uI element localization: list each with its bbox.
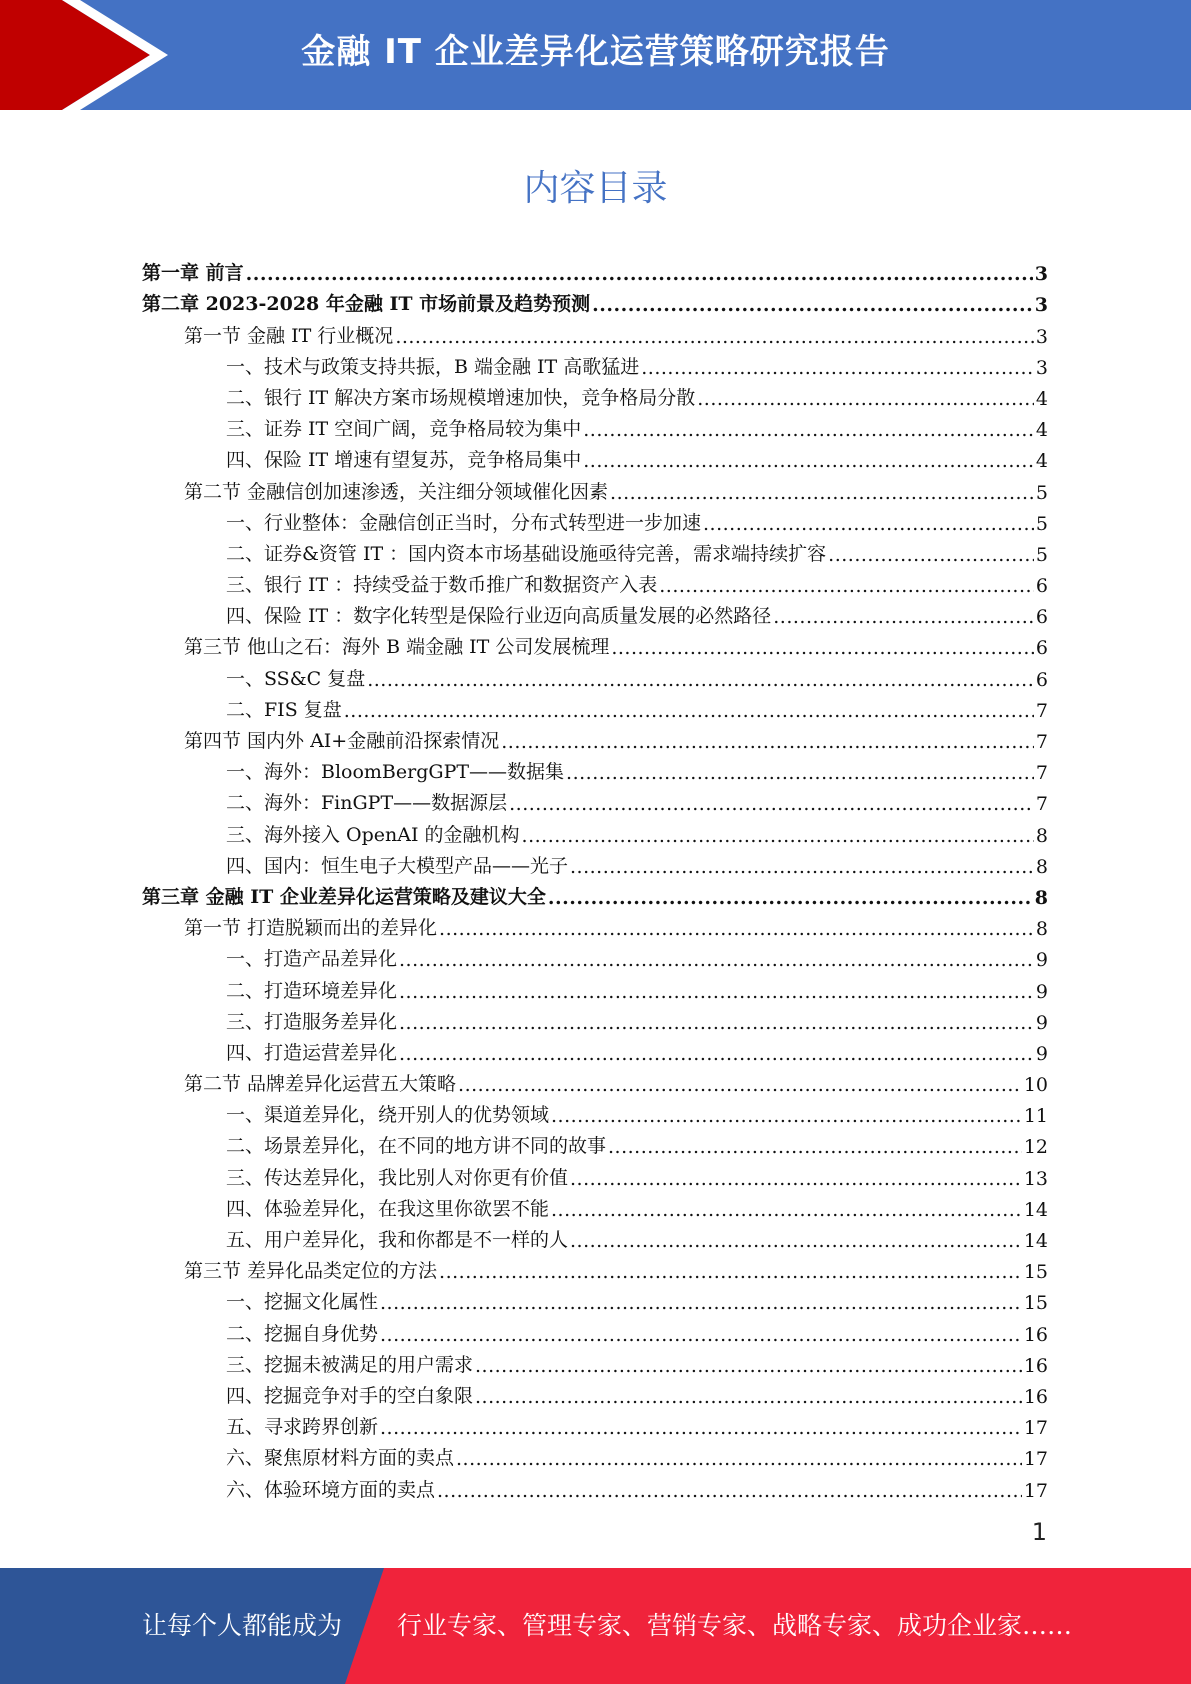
toc-entry-page: 15 (1023, 1292, 1048, 1315)
toc-entry-title: 三、挖掘未被满足的用户需求 (226, 1353, 474, 1376)
toc-dot-leader (509, 795, 1034, 815)
toc-dot-leader (380, 1294, 1022, 1314)
toc-entry-title: 四、保险 IT 增速有望复苏，竞争格局集中 (226, 449, 582, 472)
toc-entry-page: 8 (1035, 855, 1048, 878)
toc-dot-leader (703, 515, 1034, 535)
toc-entry-page: 8 (1035, 918, 1048, 941)
toc-entry[interactable] (142, 722, 1048, 753)
toc-entry[interactable] (142, 1221, 1048, 1252)
toc-entry[interactable] (142, 784, 1048, 815)
toc-dot-leader (522, 827, 1034, 847)
toc-entry[interactable] (142, 1346, 1048, 1377)
toc-entry[interactable] (142, 909, 1048, 940)
toc-entry-title: 四、挖掘竞争对手的空白象限 (226, 1384, 474, 1407)
toc-entry-page: 4 (1035, 450, 1048, 473)
toc-entry[interactable] (142, 878, 1048, 909)
toc-dot-leader (475, 1357, 1022, 1377)
toc-entry-page: 13 (1023, 1167, 1048, 1190)
toc-entry-title: 一、行业整体：金融信创正当时，分布式转型进一步加速 (226, 511, 702, 534)
toc-entry[interactable] (142, 1470, 1048, 1501)
toc-entry[interactable] (142, 1034, 1048, 1065)
toc-dot-leader (570, 1232, 1022, 1252)
toc-entry[interactable] (142, 1065, 1048, 1096)
toc-dot-leader (380, 1419, 1022, 1439)
toc-entry-page: 9 (1035, 949, 1048, 972)
toc-dot-leader (592, 296, 1033, 316)
toc-dot-leader (399, 1014, 1034, 1034)
toc-entry-page: 6 (1035, 575, 1048, 598)
toc-entry-page: 17 (1023, 1448, 1048, 1471)
toc-entry-title: 二、FIS 复盘 (226, 698, 342, 721)
toc-entry[interactable] (142, 566, 1048, 597)
toc-dot-leader (437, 1482, 1022, 1502)
toc-entry-page: 4 (1035, 419, 1048, 442)
footer-slogan-left: 让每个人都能成为 (142, 1611, 343, 1640)
toc-entry-page: 7 (1035, 762, 1048, 785)
toc-entry-page: 3 (1035, 356, 1048, 379)
toc-dot-leader (439, 920, 1034, 940)
toc-entry[interactable] (142, 504, 1048, 535)
toc-entry-page: 7 (1035, 731, 1048, 753)
toc-entry[interactable] (142, 1158, 1048, 1189)
toc-dot-leader (439, 1263, 1022, 1283)
toc-entry[interactable] (142, 847, 1048, 878)
toc-entry[interactable] (142, 1190, 1048, 1221)
toc-entry-title: 三、海外接入 OpenAI 的金融机构 (226, 823, 520, 846)
toc-entry[interactable] (142, 1003, 1048, 1034)
toc-dot-leader (551, 1107, 1022, 1127)
toc-entry-title: 第二节 品牌差异化运营五大策略 (184, 1073, 457, 1096)
toc-entry[interactable] (142, 1377, 1048, 1408)
toc-entry-title: 第三章 金融 IT 企业差异化运营策略及建议大全 (142, 885, 546, 908)
toc-entry-title: 二、打造环境差异化 (226, 979, 398, 1002)
toc-entry-title: 四、国内：恒生电子大模型产品——光子 (226, 854, 569, 877)
toc-entry[interactable] (142, 316, 1048, 347)
toc-entry-page: 3 (1034, 263, 1048, 286)
header-banner (0, 0, 1191, 110)
toc-entry[interactable] (142, 691, 1048, 722)
toc-entry-title: 三、银行 IT ：持续受益于数币推广和数据资产入表 (226, 574, 658, 597)
toc-dot-leader (475, 1388, 1022, 1408)
toc-entry-page: 6 (1035, 606, 1048, 629)
toc-entry[interactable] (142, 1127, 1048, 1158)
toc-dot-leader (246, 265, 1033, 285)
toc-entry-title: 六、聚焦原材料方面的卖点 (226, 1447, 455, 1470)
toc-entry[interactable] (142, 1096, 1048, 1127)
toc-dot-leader (395, 328, 1034, 348)
toc-dot-leader (399, 1045, 1034, 1065)
toc-entry-page: 17 (1023, 1479, 1048, 1502)
toc-entry-page: 4 (1035, 387, 1048, 410)
toc-entry[interactable] (142, 1439, 1048, 1470)
toc-entry[interactable] (142, 597, 1048, 628)
toc-dot-leader (570, 1170, 1022, 1190)
toc-dot-leader (583, 452, 1034, 472)
toc-entry-title: 三、证券 IT 空间广阔，竞争格局较为集中 (226, 418, 582, 441)
footer-slogan-right: 行业专家、管理专家、营销专家、战略专家、成功企业家…… (397, 1611, 1073, 1640)
toc-dot-leader (399, 951, 1034, 971)
toc-entry[interactable] (142, 379, 1048, 410)
footer-banner (0, 1568, 1191, 1684)
toc-entry-title: 第四节 国内外 AI+金融前沿探索情况 (184, 730, 500, 752)
toc-dot-leader (570, 858, 1034, 878)
toc-entry-page: 7 (1035, 793, 1048, 816)
toc-entry-page: 9 (1035, 1042, 1048, 1065)
toc-entry[interactable] (142, 1252, 1048, 1283)
toc-entry[interactable] (142, 940, 1048, 971)
toc-entry[interactable] (142, 1283, 1048, 1314)
toc-entry[interactable] (142, 815, 1048, 846)
toc-entry-title: 一、SS&C 复盘 (226, 667, 366, 690)
toc-entry[interactable] (142, 441, 1048, 472)
toc-entry[interactable] (142, 472, 1048, 503)
toc-entry-title: 一、挖掘文化属性 (226, 1291, 379, 1314)
toc-entry-page: 5 (1035, 543, 1048, 566)
toc-entry[interactable] (142, 659, 1048, 690)
toc-entry-page: 8 (1034, 886, 1048, 909)
toc-heading: 内容目录 (523, 168, 668, 209)
toc-dot-leader (583, 421, 1034, 441)
toc-entry-title: 一、技术与政策支持共振，B 端金融 IT 高歌猛进 (226, 355, 640, 378)
page-number: 1 (1031, 1518, 1047, 1546)
toc-entry-title: 第三节 差异化品类定位的方法 (184, 1260, 438, 1283)
toc-entry-title: 第一节 金融 IT 行业概况 (184, 324, 394, 347)
toc-dot-leader (566, 764, 1034, 784)
toc-dot-leader (697, 390, 1034, 410)
toc-entry-page: 16 (1023, 1385, 1048, 1408)
toc-entry-title: 一、海外：BloomBergGPT——数据集 (226, 761, 565, 784)
toc-entry-page: 9 (1035, 1011, 1048, 1034)
toc-entry-title: 一、打造产品差异化 (226, 948, 398, 971)
toc-entry-title: 二、挖掘自身优势 (226, 1322, 379, 1345)
report-title: 金融 IT 企业差异化运营策略研究报告 (301, 32, 890, 72)
toc-dot-leader (610, 484, 1034, 504)
toc-entry-page: 11 (1023, 1105, 1048, 1128)
toc-entry-title: 第二章 2023-2028 年金融 IT 市场前景及趋势预测 (142, 293, 591, 316)
toc-entry-page: 6 (1035, 637, 1048, 660)
toc-entry-page: 15 (1023, 1261, 1048, 1284)
toc-entry[interactable] (142, 1408, 1048, 1439)
toc-entry[interactable] (142, 285, 1048, 316)
toc-entry[interactable] (142, 535, 1048, 566)
toc-dot-leader (367, 671, 1034, 691)
toc-entry-title: 四、打造运营差异化 (226, 1041, 398, 1064)
toc-entry-page: 9 (1035, 980, 1048, 1003)
toc-entry-title: 五、寻求跨界创新 (226, 1416, 379, 1439)
toc-entry-page: 14 (1023, 1198, 1048, 1221)
toc-entry-title: 二、证券&资管 IT ：国内资本市场基础设施亟待完善，需求端持续扩容 (226, 542, 827, 565)
toc-dot-leader (548, 889, 1033, 909)
toc-dot-leader (611, 639, 1034, 659)
toc-dot-leader (456, 1450, 1022, 1470)
toc-entry[interactable] (142, 753, 1048, 784)
toc-entry-title: 三、传达差异化，我比别人对你更有价值 (226, 1166, 569, 1189)
toc-entry[interactable] (142, 348, 1048, 379)
toc-dot-leader (501, 733, 1034, 753)
table-of-contents (142, 254, 1048, 1502)
toc-dot-leader (344, 702, 1034, 722)
toc-entry[interactable] (142, 1314, 1048, 1345)
toc-entry-title: 五、用户差异化，我和你都是不一样的人 (226, 1229, 569, 1251)
toc-dot-leader (828, 546, 1034, 566)
toc-entry-title: 第二节 金融信创加速渗透，关注细分领域催化因素 (184, 480, 609, 503)
toc-entry-title: 二、场景差异化，在不同的地方讲不同的故事 (226, 1135, 607, 1158)
toc-entry-page: 3 (1035, 325, 1048, 348)
toc-entry[interactable] (142, 410, 1048, 441)
toc-entry[interactable] (142, 254, 1048, 285)
toc-entry-title: 六、体验环境方面的卖点 (226, 1478, 436, 1501)
toc-entry-title: 二、银行 IT 解决方案市场规模增速加快，竞争格局分散 (226, 386, 696, 409)
toc-entry-page: 7 (1035, 699, 1048, 722)
toc-entry-page: 6 (1035, 668, 1048, 691)
toc-entry-title: 第三节 他山之石：海外 B 端金融 IT 公司发展梳理 (184, 636, 610, 659)
toc-dot-leader (551, 1201, 1022, 1221)
toc-entry-page: 5 (1035, 512, 1048, 535)
toc-entry-page: 14 (1023, 1230, 1048, 1252)
toc-entry-page: 16 (1023, 1354, 1048, 1377)
toc-entry-title: 二、海外：FinGPT——数据源层 (226, 792, 508, 815)
toc-entry-page: 10 (1023, 1074, 1048, 1097)
toc-dot-leader (608, 1138, 1022, 1158)
toc-entry-title: 四、体验差异化，在我这里你欲罢不能 (226, 1197, 550, 1220)
toc-entry[interactable] (142, 971, 1048, 1002)
toc-entry-page: 5 (1035, 481, 1048, 504)
toc-dot-leader (773, 608, 1034, 628)
toc-entry-title: 第一章 前言 (142, 262, 244, 285)
toc-entry-page: 16 (1023, 1323, 1048, 1346)
toc-entry[interactable] (142, 628, 1048, 659)
toc-dot-leader (380, 1326, 1022, 1346)
toc-entry-title: 三、打造服务差异化 (226, 1010, 398, 1033)
toc-entry-page: 8 (1035, 824, 1048, 847)
toc-entry-page: 12 (1023, 1136, 1048, 1159)
toc-entry-title: 一、渠道差异化，绕开别人的优势领域 (226, 1104, 550, 1127)
toc-dot-leader (641, 359, 1034, 379)
toc-dot-leader (659, 577, 1034, 597)
toc-entry-page: 17 (1023, 1417, 1048, 1440)
toc-entry-page: 3 (1034, 294, 1048, 317)
toc-dot-leader (399, 983, 1034, 1003)
toc-dot-leader (458, 1076, 1022, 1096)
toc-entry-title: 四、保险 IT ：数字化转型是保险行业迈向高质量发展的必然路径 (226, 605, 772, 628)
toc-entry-title: 第一节 打造脱颖而出的差异化 (184, 917, 438, 940)
